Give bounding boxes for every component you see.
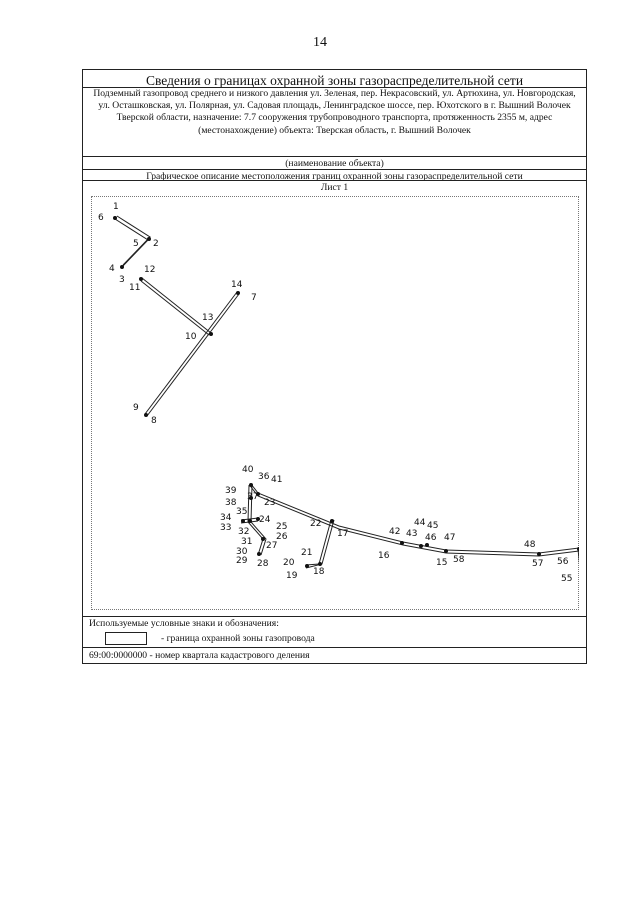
page-number: 14 (313, 35, 327, 50)
point-label: 58 (453, 555, 465, 565)
point-label: 37 (247, 492, 259, 502)
object-name-label: (наименование объекта) (285, 158, 384, 169)
point-label: 2 (153, 239, 159, 249)
point-label: 15 (436, 558, 448, 568)
point-label: 40 (242, 465, 254, 475)
point-label: 56 (557, 557, 569, 567)
divider (83, 616, 586, 617)
point-label: 16 (378, 551, 390, 561)
point-label: 7 (251, 293, 257, 303)
upper-point-labels (98, 202, 257, 426)
point-label: 30 (236, 547, 248, 557)
point-label: 9 (133, 403, 139, 413)
legend-title: Используемые условные знаки и обозначения: (89, 618, 279, 629)
point-label: 12 (144, 265, 156, 275)
point-label: 33 (220, 523, 232, 533)
point-label: 39 (225, 486, 237, 496)
point-label: 20 (283, 558, 295, 568)
point-label: 5 (133, 239, 139, 249)
point-label: 36 (258, 472, 270, 482)
point-label: 55 (561, 574, 573, 584)
point-label: 43 (406, 529, 418, 539)
point-label: 8 (151, 416, 157, 426)
point-label: 18 (313, 567, 325, 577)
point-label: 19 (286, 571, 298, 581)
point-label: 29 (236, 556, 248, 566)
point-label: 41 (271, 475, 283, 485)
boundary-legend-swatch (105, 632, 147, 645)
point-label: 10 (185, 332, 197, 342)
divider (83, 647, 586, 648)
point-label: 23 (264, 498, 276, 508)
cadastral-desc: - номер квартала кадастрового деления (149, 650, 310, 661)
cadastral-code: 69:00:0000000 (89, 650, 148, 661)
point-label: 47 (444, 533, 456, 543)
point-label: 13 (202, 313, 214, 323)
boundary-map (91, 196, 579, 610)
graphic-description-title: Графическое описание местоположения границ охранной зоны газораспределительной сети (146, 171, 523, 182)
point-label: 27 (266, 541, 278, 551)
point-label: 3 (119, 275, 125, 285)
point-label: 42 (389, 527, 401, 537)
point-label: 45 (427, 521, 439, 531)
point-label: 21 (301, 548, 313, 558)
point-label: 17 (337, 529, 349, 539)
lower-point-labels (220, 465, 572, 584)
point-label: 26 (276, 532, 288, 542)
sheet-label: Лист 1 (320, 182, 349, 193)
form-title: Сведения о границах охранной зоны газораспределительной сети (145, 73, 524, 88)
point-label: 24 (259, 515, 271, 525)
point-label: 11 (129, 283, 141, 293)
point-label: 1 (113, 202, 119, 212)
point-label: 57 (532, 559, 544, 569)
point-label: 25 (276, 522, 288, 532)
point-label: 35 (236, 507, 248, 517)
object-description: Подземный газопровод среднего и низкого давления ул. Зеленая, пер. Некрасовский, ул. Артюхина, ул. Новгородская, ул. Осташковская, ул. Полярная, ул. Садовая площадь, Ленинградское шоссе, пер. Юхотского в г. Вышний Волочек Тверской области, назначение: 7.7 сооружения трубопроводного транспорта, протяженность 2355 м, адрес (местонахождение) объекта: Тверская область, г. Вышний Волочек (93, 88, 576, 136)
divider (83, 180, 586, 181)
boundary-info-form (82, 69, 587, 664)
point-label: 46 (425, 533, 437, 543)
point-label: 48 (524, 540, 536, 550)
boundary-legend-text: - граница охранной зоны газопровода (161, 633, 315, 644)
point-label: 14 (231, 280, 243, 290)
point-label: 44 (414, 518, 426, 528)
divider (83, 156, 586, 157)
point-label: 6 (98, 213, 104, 223)
divider (83, 169, 586, 170)
point-label: 31 (241, 537, 253, 547)
point-label: 28 (257, 559, 269, 569)
point-label: 34 (220, 513, 232, 523)
point-label: 22 (310, 519, 322, 529)
point-label: 38 (225, 498, 237, 508)
cadastral-legend (89, 650, 310, 661)
point-label: 32 (238, 527, 250, 537)
point-label: 4 (109, 264, 115, 274)
